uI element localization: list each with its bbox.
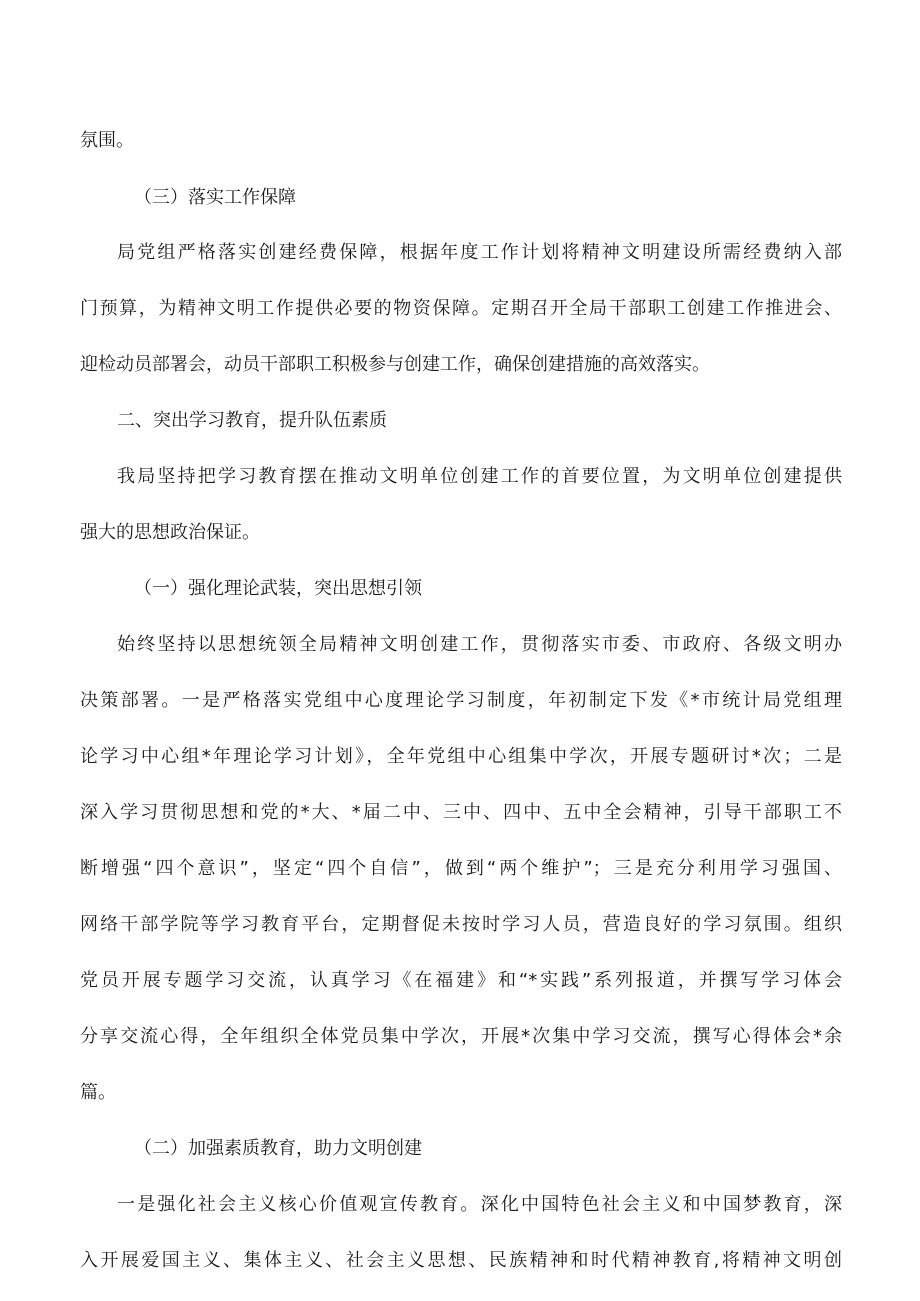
paragraph-theory-line: 深入学习贯彻思想和党的*大、*届二中、三中、四中、五中全会精神，引导干部职工不 bbox=[80, 802, 842, 823]
paragraph-intro-line: 强大的思想政治保证。 bbox=[80, 522, 260, 543]
paragraph-budget-line: 局党组严格落实创建经费保障，根据年度工作计划将精神文明建设所需经费纳入部 bbox=[117, 242, 842, 263]
subheading-quality-education: （二）加强素质教育，助力文明创建 bbox=[134, 1138, 422, 1159]
paragraph-theory-line: 始终坚持以思想统领全局精神文明创建工作，贯彻落实市委、市政府、各级文明办 bbox=[117, 634, 842, 655]
paragraph-intro-line: 我局坚持把学习教育摆在推动文明单位创建工作的首要位置，为文明单位创建提供 bbox=[117, 466, 842, 487]
section-heading-study-education: 二、突出学习教育，提升队伍素质 bbox=[117, 410, 387, 431]
paragraph-budget-line: 迎检动员部署会，动员干部职工积极参与创建工作，确保创建措施的高效落实。 bbox=[80, 354, 710, 375]
subheading-theory-armament: （一）强化理论武装，突出思想引领 bbox=[134, 578, 422, 599]
subheading-work-guarantee: （三）落实工作保障 bbox=[134, 187, 296, 208]
paragraph-theory-line: 网络干部学院等学习教育平台，定期督促未按时学习人员，营造良好的学习氛围。组织 bbox=[80, 914, 842, 935]
paragraph-values-line: 入开展爱国主义、集体主义、社会主义思想、民族精神和时代精神教育,将精神文明创 bbox=[80, 1250, 842, 1271]
paragraph-continuation-line: 氛围。 bbox=[80, 130, 134, 151]
paragraph-theory-line: 党员开展专题学习交流，认真学习《在福建》和“*实践”系列报道，并撰写学习体会 bbox=[80, 970, 842, 991]
paragraph-theory-line: 论学习中心组*年理论学习计划》，全年党组中心组集中学次，开展专题研讨*次；二是 bbox=[80, 746, 842, 767]
paragraph-theory-line: 篇。 bbox=[80, 1082, 116, 1103]
paragraph-theory-line: 断增强“四个意识”，坚定“四个自信”，做到“两个维护”；三是充分利用学习强国、 bbox=[80, 858, 842, 879]
paragraph-theory-line: 分享交流心得，全年组织全体党员集中学次，开展*次集中学习交流，撰写心得体会*余 bbox=[80, 1026, 842, 1047]
paragraph-budget-line: 门预算，为精神文明工作提供必要的物资保障。定期召开全局干部职工创建工作推进会、 bbox=[80, 298, 842, 319]
paragraph-theory-line: 决策部署。一是严格落实党组中心度理论学习制度，年初制定下发《*市统计局党组理 bbox=[80, 690, 842, 711]
paragraph-values-line: 一是强化社会主义核心价值观宣传教育。深化中国特色社会主义和中国梦教育，深 bbox=[117, 1194, 842, 1215]
